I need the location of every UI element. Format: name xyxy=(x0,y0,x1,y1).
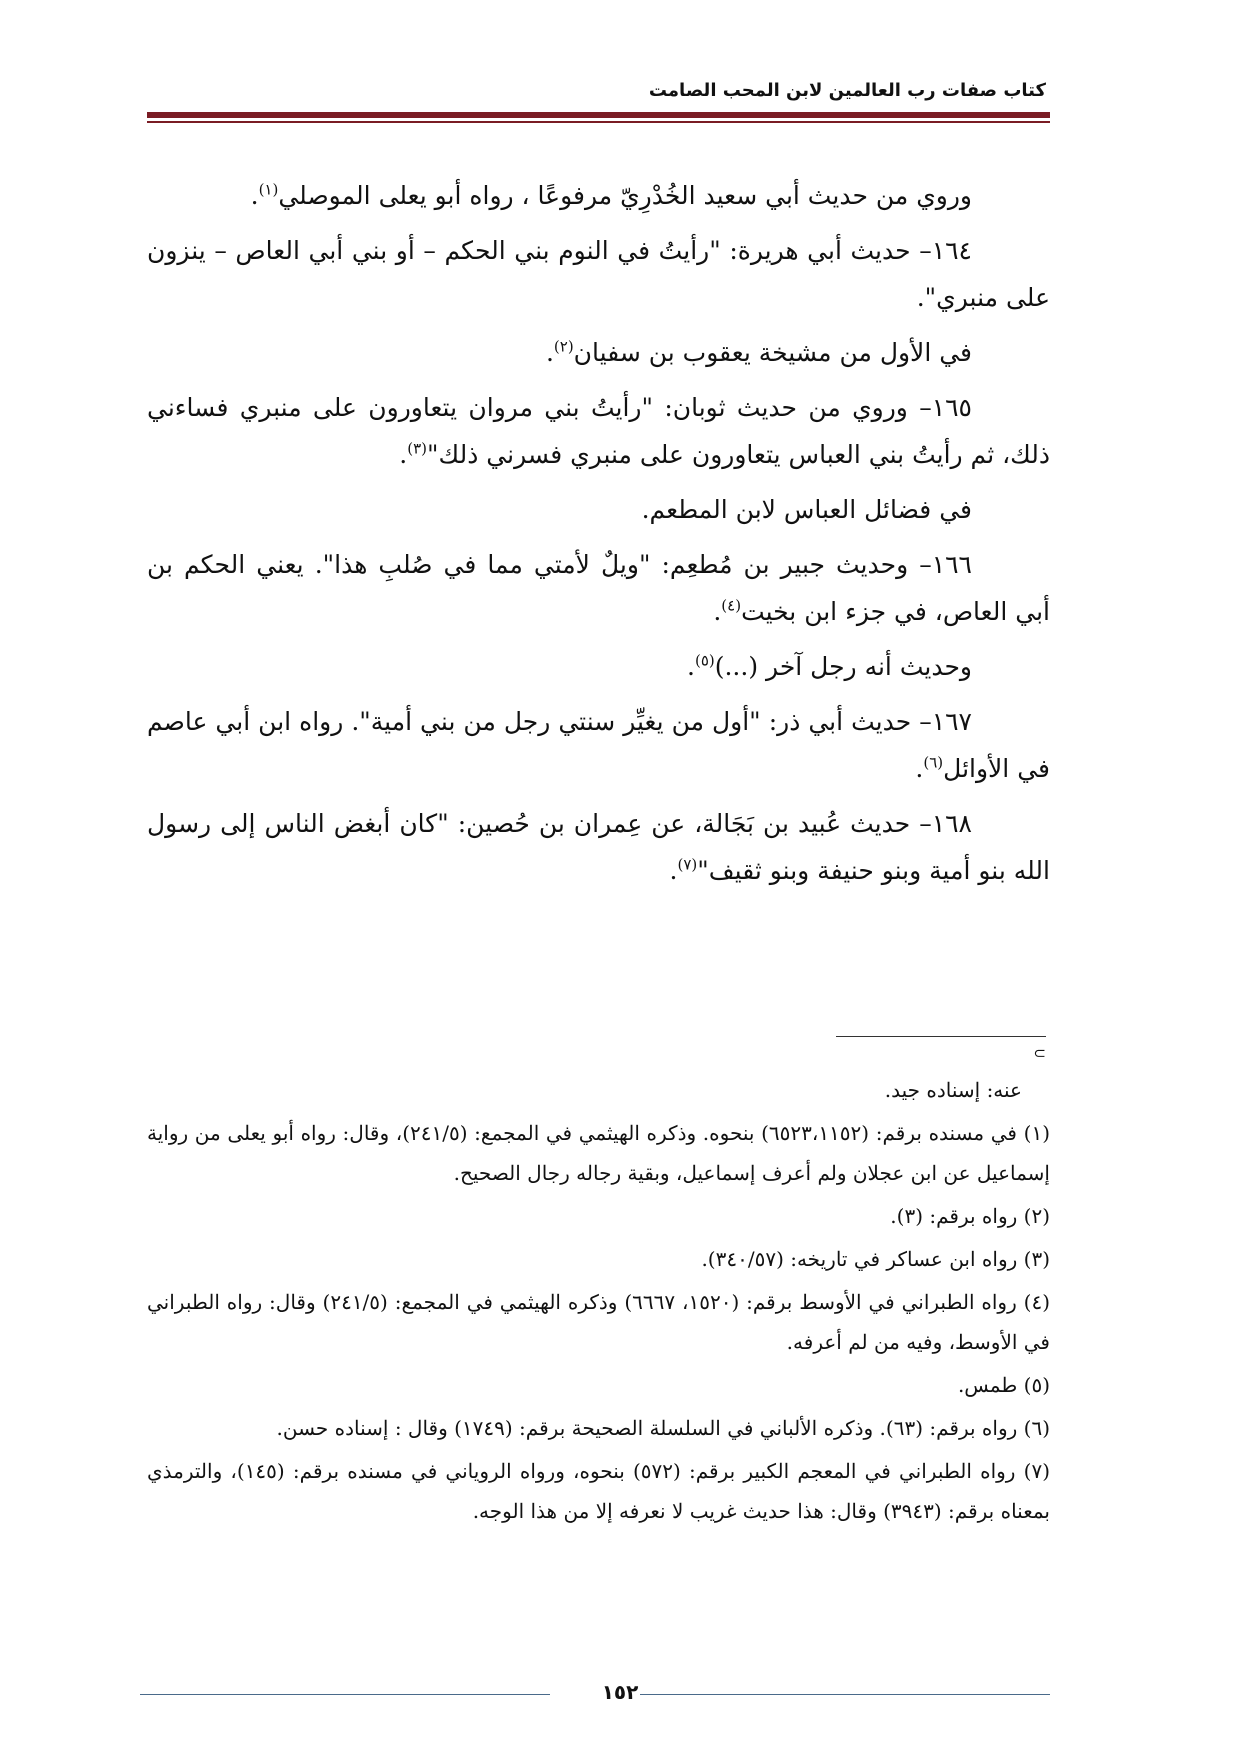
paragraph-text: وروي من حديث أبي سعيد الخُدْرِيّ مرفوعًا ، رواه أبو يعلى الموصلي xyxy=(278,181,972,210)
paragraph-end: . xyxy=(399,440,408,469)
footnote-item: (٥) طمس. xyxy=(957,1373,1050,1397)
paragraph xyxy=(147,486,1050,533)
paragraph-end: . xyxy=(250,181,259,210)
paragraph-text: ١٦٤– حديث أبي هريرة: "رأيتُ في النوم بني الحكم – أو بني أبي العاص – ينزون على منبري". xyxy=(147,236,1050,312)
footnote-ref[interactable]: (٤) xyxy=(721,596,742,615)
paragraph-end: . xyxy=(915,754,924,783)
paragraph xyxy=(147,698,1050,792)
paragraph xyxy=(147,643,1050,690)
paragraph-end: . xyxy=(713,597,722,626)
page-number: ١٥٢ xyxy=(601,1680,639,1704)
footnote-ref[interactable]: (٢) xyxy=(553,337,574,356)
footnote-item: (٧) رواه الطبراني في المعجم الكبير برقم: (٥٧٢) بنحوه، ورواه الروياني في مسنده برقم: (١٤٥)، والترمذي بمعناه برقم: (٣٩٤٣) وقال: هذا حديث غريب لا نعرفه إلا من هذا الوجه. xyxy=(147,1459,1050,1523)
paragraph-text: في فضائل العباس لابن المطعم. xyxy=(641,495,972,524)
footnote-item: (٣) رواه ابن عساكر في تاريخه: (٣٤٠/٥٧). xyxy=(701,1247,1050,1271)
footnotes xyxy=(147,1070,1050,1534)
footnote-item: (٢) رواه برقم: (٣). xyxy=(890,1204,1050,1228)
paragraph xyxy=(147,800,1050,894)
header-rule xyxy=(147,112,1050,123)
running-header: كتاب صفات رب العالمين لابن المحب الصامت xyxy=(648,80,1046,101)
paragraph-text: ١٦٦– وحديث جبير بن مُطعِم: "ويلٌ لأمتي مما في صُلبِ هذا". يعني الحكم بن أبي العاص، في جزء ابن بخيت xyxy=(147,550,1050,626)
paragraph xyxy=(147,384,1050,478)
footer-rule-right xyxy=(640,1694,1050,1695)
paragraph-end: . xyxy=(687,652,695,681)
paragraph-end: . xyxy=(669,856,678,885)
footnote-separator xyxy=(836,1036,1046,1037)
continuation-mark: ⊃ xyxy=(1033,1044,1046,1062)
body-text xyxy=(147,172,1050,902)
header-rule-thin xyxy=(147,121,1050,123)
footnote-continuation: عنه: إسناده جيد. xyxy=(884,1078,1022,1102)
paragraph-text: وحديث أنه رجل آخر (...) xyxy=(714,652,972,681)
paragraph xyxy=(147,541,1050,635)
paragraph-text: ١٦٨– حديث عُبيد بن بَجَالة، عن عِمران بن حُصين: "كان أبغض الناس إلى رسول الله بنو أمية وبنو حنيفة وبنو ثقيف" xyxy=(147,809,1050,885)
footnote-ref[interactable]: (٦) xyxy=(923,753,944,772)
paragraph-text: ١٦٥– وروي من حديث ثوبان: "رأيتُ بني مروان يتعاورون على منبري فساءني ذلك، ثم رأيتُ بني العباس يتعاورون على منبري فسرني ذلك" xyxy=(147,393,1050,469)
paragraph-text: ١٦٧– حديث أبي ذر: "أول من يغيِّر سنتي رجل من بني أمية". رواه ابن أبي عاصم في الأوائل xyxy=(147,707,1050,783)
footnote-ref[interactable]: (٣) xyxy=(407,439,428,458)
paragraph xyxy=(147,329,1050,376)
paragraph-text: في الأول من مشيخة يعقوب بن سفيان xyxy=(573,338,972,367)
footnote-ref[interactable]: (٥) xyxy=(694,651,715,670)
paragraph-end: . xyxy=(545,338,554,367)
paragraph xyxy=(147,172,1050,219)
footer-rule-left xyxy=(140,1694,550,1695)
header-rule-thick xyxy=(147,112,1050,118)
footnote-item: (٤) رواه الطبراني في الأوسط برقم: (١٥٢٠، ٦٦٦٧) وذكره الهيثمي في المجمع: (٢٤١/٥) وقال: رواه الطبراني في الأوسط، وفيه من لم أعرفه. xyxy=(147,1290,1051,1354)
footnote-ref[interactable]: (٧) xyxy=(677,855,698,874)
footnote-ref[interactable]: (١) xyxy=(258,180,279,199)
paragraph xyxy=(147,227,1050,321)
footnote-item: (٦) رواه برقم: (٦٣). وذكره الألباني في السلسلة الصحيحة برقم: (١٧٤٩) وقال : إسناده حسن. xyxy=(276,1416,1050,1440)
footnote-item: (١) في مسنده برقم: (٦٥٢٣،١١٥٢) بنحوه. وذكره الهيثمي في المجمع: (٢٤١/٥)، وقال: رواه أبو يعلى من رواية إسماعيل عن ابن عجلان ولم أعرف إسماعيل، وبقية رجاله رجال الصحيح. xyxy=(147,1121,1050,1185)
